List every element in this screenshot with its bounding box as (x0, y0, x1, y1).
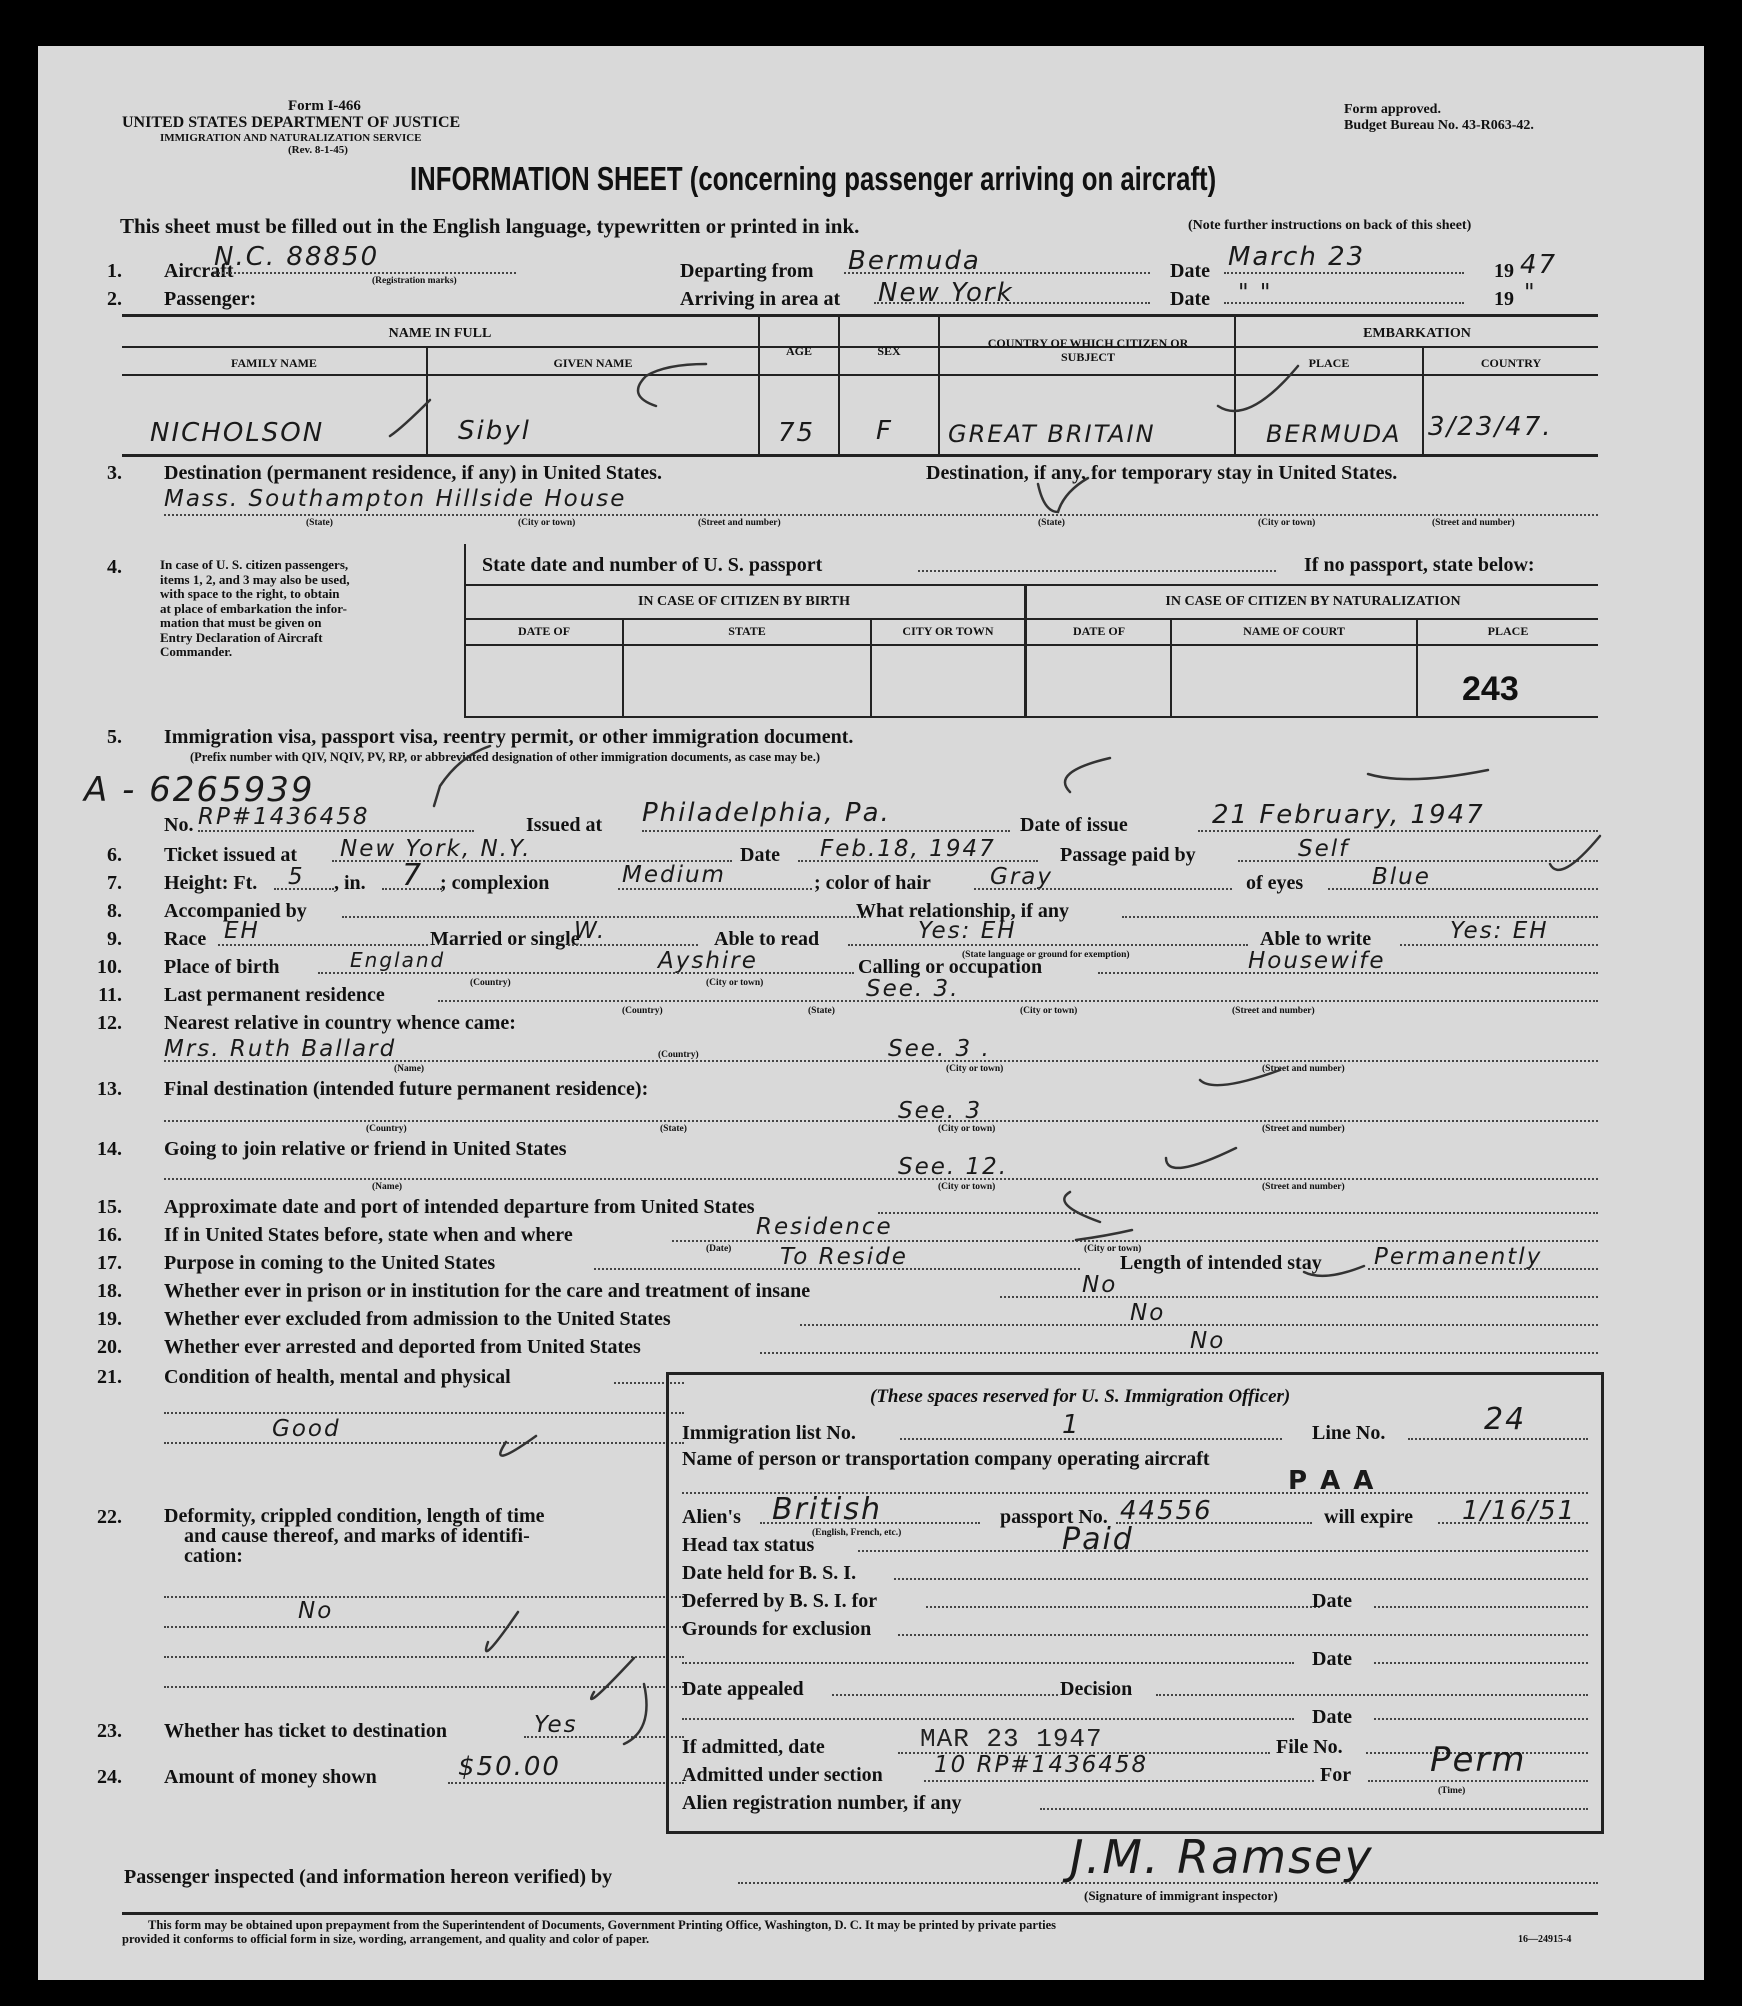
sub-street: (Street and number) (1262, 1182, 1345, 1192)
year-value[interactable]: " (1524, 280, 1537, 306)
purpose-value[interactable]: To Reside (780, 1244, 908, 1270)
no-label: No. (164, 814, 194, 836)
citizen-birth-header: IN CASE OF CITIZEN BY BIRTH (637, 594, 851, 609)
embarkation-place-value[interactable]: BERMUDA (1266, 420, 1402, 448)
inspector-signature: J.M. Ramsey (1070, 1830, 1374, 1884)
date-label: Date (1170, 288, 1210, 310)
date-of-issue-value[interactable]: 21 February, 1947 (1212, 800, 1485, 830)
deformity-value[interactable]: No (298, 1598, 334, 1624)
admitted-date-label: If admitted, date (682, 1736, 825, 1758)
date-value[interactable]: March 23 (1228, 242, 1366, 272)
excluded-value[interactable]: No (1130, 1300, 1166, 1326)
last-residence-label: Last permanent residence (164, 984, 385, 1006)
item-number: 13. (97, 1078, 122, 1100)
calling-label: Calling or occupation (858, 956, 1043, 978)
height-in-value[interactable]: 7 (402, 858, 424, 893)
country-citizen-header: COUNTRY OF WHICH CITIZEN OR SUBJECT (987, 336, 1189, 364)
deported-label: Whether ever arrested and deported from United States (164, 1336, 641, 1358)
decision-date-label: Date (1312, 1706, 1352, 1728)
document-number[interactable]: RP#1436458 (198, 804, 370, 830)
line-no-label: Line No. (1312, 1422, 1386, 1444)
sub-country: (Country) (658, 1050, 699, 1060)
sub-street: (Street and number) (1262, 1064, 1345, 1074)
held-bsi-label: Date held for B. S. I. (682, 1562, 857, 1584)
able-write-label: Able to write (1260, 928, 1372, 950)
item-number: 15. (97, 1196, 122, 1218)
citizen-naturalization-header: IN CASE OF CITIZEN BY NATURALIZATION (1165, 594, 1461, 609)
date-of-header: DATE OF (1072, 624, 1126, 638)
immigration-doc-sub: (Prefix number with QIV, NQIV, PV, RP, or abbreviated designation of other immigration documents, as case may be.) (190, 750, 820, 764)
complexion-value[interactable]: Medium (622, 862, 726, 888)
item-number: 12. (97, 1012, 122, 1034)
nationality-sub: (English, French, etc.) (812, 1528, 902, 1538)
birth-place-label: Place of birth (164, 956, 280, 978)
sub-city: (City or town) (938, 1124, 996, 1134)
us-passport-label: State date and number of U. S. passport (482, 554, 823, 576)
no-passport-label: If no passport, state below: (1304, 554, 1535, 576)
race-value[interactable]: EH (224, 918, 260, 944)
print-note-1: This form may be obtained upon prepayment from the Superintendent of Documents, Government Printing Office, Washington, D. C. It may be printed by private parties (148, 1918, 1056, 1932)
item-number: 20. (97, 1336, 122, 1358)
sub-country: (Country) (470, 978, 511, 988)
calling-value[interactable]: Housewife (1248, 948, 1386, 974)
relative-city-value[interactable]: See. 3 . (888, 1036, 991, 1062)
date-of-header: DATE OF (517, 624, 571, 638)
item-number: 2. (107, 288, 122, 310)
deferred-date-label: Date (1312, 1590, 1352, 1612)
destination-value[interactable]: Mass. Southampton Hillside House (164, 486, 627, 512)
approval: Form approved. (1344, 102, 1441, 117)
departure-label: Approximate date and port of intended departure from United States (164, 1196, 755, 1218)
sub-city: (City or town) (938, 1182, 996, 1192)
final-destination-label: Final destination (intended future permanent residence): (164, 1078, 649, 1100)
citizen-value[interactable]: GREAT BRITAIN (948, 420, 1156, 448)
sub-state: (State) (660, 1124, 687, 1134)
able-read-label: Able to read (714, 928, 820, 950)
departing-value[interactable]: Bermuda (848, 246, 981, 276)
check-marks-icon (38, 46, 1704, 1980)
sub-city: (City or town) (1020, 1006, 1078, 1016)
relationship-label: What relationship, if any (856, 900, 1069, 922)
item-number: 22. (97, 1506, 122, 1528)
sub-city: (City or town) (1258, 518, 1316, 528)
item-number: 18. (97, 1280, 122, 1302)
destination-label: Destination (permanent residence, if any) in United States. (164, 462, 662, 484)
print-note-2: provided it conforms to official form in size, wording, arrangement, and quality and color of paper. (122, 1932, 650, 1946)
form-number: Form I-466 (288, 98, 361, 114)
year-prefix: 19 (1494, 288, 1514, 310)
admitted-section-value[interactable]: 10 RP#1436458 (934, 1752, 1149, 1778)
will-expire-label: will expire (1324, 1506, 1414, 1528)
item-number: 5. (107, 726, 122, 748)
head-tax-label: Head tax status (682, 1534, 815, 1556)
embarkation-header: EMBARKATION (1363, 326, 1471, 341)
sub-city: (City or town) (518, 518, 576, 528)
passage-paid-value[interactable]: Self (1298, 836, 1350, 862)
year-value[interactable]: 47 (1520, 250, 1558, 280)
will-expire-value[interactable]: 1/16/51 (1462, 1496, 1577, 1526)
departing-label: Departing from (680, 260, 814, 282)
item-number: 9. (107, 928, 122, 950)
us-citizen-note: In case of U. S. citizen passengers, items 1, 2, and 3 may also be used, with space to the right, to obtain at place of embarkation the infor- mation that must be given on Entry Declaration of Aircraft Commander. (160, 557, 350, 659)
emb-country-header: COUNTRY (1480, 356, 1542, 370)
sub-name: (Name) (372, 1182, 403, 1192)
eyes-value[interactable]: Blue (1372, 864, 1431, 890)
department: UNITED STATES DEPARTMENT OF JUSTICE (122, 114, 461, 131)
registration-note: (Registration marks) (372, 276, 457, 286)
place-header: PLACE (1308, 356, 1350, 370)
date-of-issue-label: Date of issue (1020, 814, 1128, 836)
hair-value[interactable]: Gray (990, 864, 1053, 890)
item-number: 3. (107, 462, 122, 484)
join-relative-value[interactable]: See. 12. (898, 1154, 1009, 1180)
passage-paid-label: Passage paid by (1060, 844, 1196, 866)
race-label: Race (164, 928, 207, 950)
married-label: Married or single (430, 928, 580, 950)
birth-country-value[interactable]: England (350, 948, 446, 972)
accompanied-label: Accompanied by (164, 900, 307, 922)
married-value[interactable]: W. (574, 918, 607, 944)
sub-state: (State) (1038, 518, 1065, 528)
date-label: Date (1170, 260, 1210, 282)
file-no-label: File No. (1276, 1736, 1343, 1758)
immigration-doc-label: Immigration visa, passport visa, reentry permit, or other immigration document. (164, 726, 854, 748)
time-sub: (Time) (1438, 1786, 1466, 1796)
sub-country: (Country) (622, 1006, 663, 1016)
for-value[interactable]: Perm (1430, 1740, 1527, 1780)
item-number: 8. (107, 900, 122, 922)
inspected-by-label: Passenger inspected (and information hereon verified) by (124, 1866, 613, 1888)
sex-header: SEX (877, 344, 901, 358)
item-number: 1. (107, 260, 122, 282)
sub-street: (Street and number) (1232, 1006, 1315, 1016)
note-instructions: (Note further instructions on back of this sheet) (1188, 218, 1472, 233)
passenger-label: Passenger: (164, 288, 257, 310)
line-no-value[interactable]: 24 (1484, 1402, 1527, 1437)
sub-street: (Street and number) (1262, 1124, 1345, 1134)
ticket-destination-value[interactable]: Yes (534, 1712, 578, 1738)
item-number: 4. (107, 556, 122, 578)
date-value[interactable]: " " (1238, 280, 1273, 306)
given-name-header: GIVEN NAME (553, 356, 633, 370)
aliens-label: Alien's (682, 1506, 741, 1528)
decision-label: Decision (1060, 1678, 1133, 1700)
item-number: 21. (97, 1366, 122, 1388)
item-number: 14. (97, 1138, 122, 1160)
sub-city: (City or town) (946, 1064, 1004, 1074)
sub-state: (State) (306, 518, 333, 528)
ticket-issued-label: Ticket issued at (164, 844, 297, 866)
height-ft-value[interactable]: 5 (288, 864, 305, 890)
immigration-list-value[interactable]: 1 (1062, 1410, 1081, 1440)
admitted-section-label: Admitted under section (682, 1764, 883, 1786)
item-number: 23. (97, 1720, 122, 1742)
sub-street: (Street and number) (1432, 518, 1515, 528)
length-stay-value[interactable]: Permanently (1374, 1244, 1543, 1270)
purpose-label: Purpose in coming to the United States (164, 1252, 496, 1274)
able-write-value[interactable]: Yes: EH (1450, 918, 1549, 944)
for-label: For (1320, 1764, 1352, 1786)
age-header: AGE (785, 344, 812, 358)
previous-visit-value[interactable]: Residence (756, 1214, 893, 1240)
excluded-label: Whether ever excluded from admission to the United States (164, 1308, 671, 1330)
exclusion-date-label: Date (1312, 1648, 1352, 1670)
previous-visit-label: If in United States before, state when and where (164, 1224, 573, 1246)
item-number: 16. (97, 1224, 122, 1246)
item-number: 11. (98, 984, 122, 1006)
place-header: PLACE (1487, 624, 1529, 638)
information-sheet-form (38, 46, 1704, 1980)
temp-destination-label: Destination, if any, for temporary stay in United States. (926, 462, 1398, 484)
item-number: 6. (107, 844, 122, 866)
deformity-label: Deformity, crippled condition, length of time and cause thereof, and marks of identifi- cation: (164, 1505, 545, 1567)
hair-label: ; color of hair (814, 872, 931, 894)
deferred-bsi-label: Deferred by B. S. I. for (682, 1590, 878, 1612)
aliens-value[interactable]: British (772, 1492, 882, 1527)
admitted-date-stamp: MAR 23 1947 (920, 1724, 1103, 1754)
ticket-issued-value[interactable]: New York, N.Y. (340, 836, 532, 862)
language-sub: (State language or ground for exemption) (962, 950, 1130, 960)
city-or-town-header: CITY OR TOWN (902, 624, 994, 638)
nearest-relative-label: Nearest relative in country whence came: (164, 1012, 516, 1034)
able-read-value[interactable]: Yes: EH (918, 918, 1017, 944)
height-in-label: , in. (334, 872, 366, 894)
arriving-value[interactable]: New York (878, 278, 1014, 308)
health-value[interactable]: Good (272, 1416, 341, 1442)
item-number: 24. (97, 1766, 122, 1788)
alien-registration-label: Alien registration number, if any (682, 1792, 962, 1814)
height-label: Height: Ft. (164, 872, 258, 894)
name-of-court-header: NAME OF COURT (1243, 624, 1345, 638)
sex-value[interactable]: F (876, 416, 893, 446)
ticket-date-value[interactable]: Feb.18, 1947 (820, 836, 996, 862)
passport-no-label: passport No. (1000, 1506, 1108, 1528)
alien-number[interactable]: A - 6265939 (84, 770, 315, 810)
immigration-list-label: Immigration list No. (682, 1422, 856, 1444)
date-appealed-label: Date appealed (682, 1678, 804, 1700)
aircraft-label: Aircraft (164, 260, 234, 282)
family-name-header: FAMILY NAME (231, 356, 317, 370)
service: IMMIGRATION AND NATURALIZATION SERVICE (160, 132, 422, 144)
sub-country: (Country) (366, 1124, 407, 1134)
sub-city: (City or town) (706, 978, 764, 988)
deported-value[interactable]: No (1190, 1328, 1226, 1354)
relative-name-value[interactable]: Mrs. Ruth Ballard (164, 1036, 397, 1062)
arriving-label: Arriving in area at (680, 288, 841, 310)
officer-header: (These spaces reserved for U. S. Immigration Officer) (870, 1386, 1291, 1407)
form-title: INFORMATION SHEET (concerning passenger arriving on aircraft) (410, 160, 1217, 197)
join-relative-label: Going to join relative or friend in United States (164, 1138, 567, 1160)
sub-name: (Name) (394, 1064, 425, 1074)
issued-at-value[interactable]: Philadelphia, Pa. (642, 798, 891, 828)
embarkation-country-value[interactable]: 3/23/47. (1428, 412, 1553, 442)
eyes-label: of eyes (1246, 872, 1304, 894)
operator-label: Name of person or transportation company operating aircraft (682, 1448, 1210, 1470)
name-in-full-header: NAME IN FULL (388, 326, 492, 341)
state-header: STATE (728, 624, 766, 638)
passport-no-value[interactable]: 44556 (1120, 1496, 1213, 1526)
item-number: 10. (97, 956, 122, 978)
health-label: Condition of health, mental and physical (164, 1366, 511, 1388)
money-shown-value[interactable]: $50.00 (458, 1752, 561, 1782)
stamp-number: 243 (1462, 670, 1519, 708)
issued-at-label: Issued at (526, 814, 603, 836)
instruction: This sheet must be filled out in the English language, typewritten or printed in ink. (120, 214, 860, 238)
given-name-value[interactable]: Sibyl (458, 416, 531, 446)
sub-city: (City or town) (1084, 1244, 1142, 1254)
money-shown-label: Amount of money shown (164, 1766, 377, 1788)
prison-value[interactable]: No (1082, 1272, 1118, 1298)
ticket-date-label: Date (740, 844, 780, 866)
budget-bureau: Budget Bureau No. 43-R063-42. (1344, 118, 1534, 133)
sub-state: (State) (808, 1006, 835, 1016)
prison-label: Whether ever in prison or in institution for the care and treatment of insane (164, 1280, 811, 1302)
sub-street: (Street and number) (698, 518, 781, 528)
birth-city-value[interactable]: Ayshire (658, 948, 758, 974)
grounds-exclusion-label: Grounds for exclusion (682, 1618, 872, 1640)
form-code: 16—24915-4 (1518, 1934, 1572, 1945)
operator-value[interactable]: P A A (1288, 1466, 1376, 1496)
complexion-label: ; complexion (440, 872, 550, 894)
age-value[interactable]: 75 (778, 418, 816, 448)
length-stay-label: Length of intended stay (1120, 1252, 1322, 1274)
head-tax-value[interactable]: Paid (1062, 1522, 1134, 1557)
revision: (Rev. 8-1-45) (288, 144, 348, 156)
item-number: 17. (97, 1252, 122, 1274)
final-destination-value[interactable]: See. 3 (898, 1098, 983, 1124)
item-number: 7. (107, 872, 122, 894)
sub-date: (Date) (706, 1244, 732, 1254)
year-prefix: 19 (1494, 260, 1514, 282)
last-residence-value[interactable]: See. 3. (866, 976, 960, 1002)
aircraft-value[interactable]: N.C. 88850 (214, 242, 380, 272)
signature-label: (Signature of immigrant inspector) (1084, 1888, 1278, 1903)
family-name-value[interactable]: NICHOLSON (150, 418, 325, 448)
item-number: 19. (97, 1308, 122, 1330)
ticket-destination-label: Whether has ticket to destination (164, 1720, 447, 1742)
